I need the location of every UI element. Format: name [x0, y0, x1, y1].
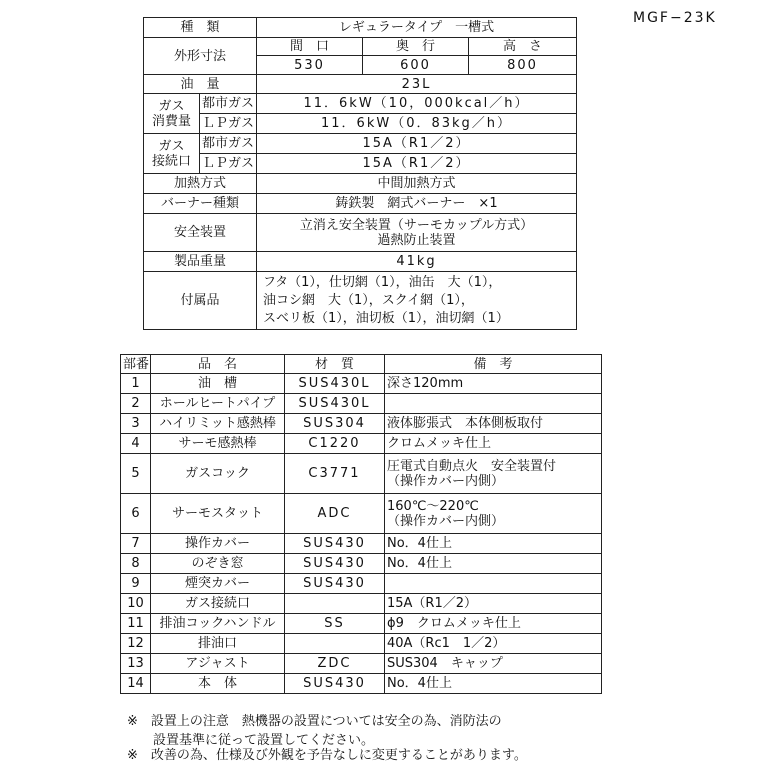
dim-header-width: 間 口	[257, 38, 363, 56]
part-remarks-line2: （操作カバー内側）	[387, 513, 505, 529]
spec-row-burner	[144, 194, 577, 214]
part-no: 10	[121, 594, 151, 614]
table-row	[121, 574, 602, 594]
part-no: 6	[121, 494, 151, 534]
oil-label: 油 量	[144, 75, 257, 94]
note-installation-line2: 設置基準に従って設置してください。	[127, 733, 375, 748]
part-no: 14	[121, 674, 151, 694]
part-name: ガスコック	[151, 454, 285, 494]
part-name: 油 槽	[151, 374, 285, 394]
part-remarks-line1: 液体膨張式 本体側板取付	[387, 416, 544, 431]
part-no: 5	[121, 454, 151, 494]
part-no: 7	[121, 534, 151, 554]
spec-table	[143, 17, 577, 330]
table-row	[121, 534, 602, 554]
part-remarks	[385, 574, 602, 594]
accessories-line3: スベリ板（1），油切板（1），油切網（1）	[263, 310, 509, 326]
table-row	[121, 454, 602, 494]
gas-conn-lp-label: ＬＰガス	[200, 154, 257, 174]
table-row	[121, 674, 602, 694]
part-name: サーモ感熱棒	[151, 434, 285, 454]
part-remarks-line1: No．4仕上	[387, 536, 452, 551]
parts-header-name: 品 名	[151, 355, 285, 374]
safety-label: 安全装置	[144, 214, 257, 252]
burner-value: 鋳鉄製 網式バーナー ×1	[257, 194, 577, 214]
gas-consumption-label	[144, 94, 200, 134]
heating-value: 中間加熱方式	[257, 174, 577, 194]
dim-value-height: 800	[469, 56, 577, 75]
gas-cons-city-label: 都市ガス	[200, 94, 257, 114]
heating-label: 加熱方式	[144, 174, 257, 194]
table-row	[121, 634, 602, 654]
gas-conn-label-line1: ガス	[158, 138, 185, 154]
part-no: 1	[121, 374, 151, 394]
accessories-line1: フタ（1），仕切網（1），油缶 大（1），	[263, 274, 502, 290]
part-no: 3	[121, 414, 151, 434]
part-name: 排油コックハンドル	[151, 614, 285, 634]
part-name: サーモスタット	[151, 494, 285, 534]
part-remarks	[385, 414, 602, 434]
dim-value-width: 530	[257, 56, 363, 75]
part-remarks-line1: No．4仕上	[387, 556, 452, 571]
table-row	[121, 434, 602, 454]
part-material	[285, 634, 385, 654]
table-row	[121, 654, 602, 674]
part-material: SUS430L	[285, 374, 385, 394]
part-material: ADC	[285, 494, 385, 534]
note-installation-line1: ※ 設置上の注意 熱機器の設置については安全の為、消防法の	[127, 714, 502, 729]
part-remarks	[385, 494, 602, 534]
part-name: ガス接続口	[151, 594, 285, 614]
spec-row-accessories	[144, 272, 577, 330]
part-remarks	[385, 674, 602, 694]
type-value: レギュラータイプ 一槽式	[257, 18, 577, 38]
part-remarks-line1: ϕ9 クロムメッキ仕上	[387, 616, 521, 631]
spec-row-weight	[144, 252, 577, 272]
part-remarks	[385, 634, 602, 654]
part-name: 排油口	[151, 634, 285, 654]
part-remarks	[385, 394, 602, 414]
gas-cons-city-value: 11．6kW（10，000kcal／h）	[257, 94, 577, 114]
table-row	[121, 394, 602, 414]
type-label: 種 類	[144, 18, 257, 38]
part-no: 2	[121, 394, 151, 414]
part-no: 11	[121, 614, 151, 634]
part-remarks-line1: SUS304 キャップ	[387, 656, 503, 671]
part-name: 煙突カバー	[151, 574, 285, 594]
spec-row-oil	[144, 75, 577, 94]
part-remarks-line1: No．4仕上	[387, 676, 452, 691]
weight-label: 製品重量	[144, 252, 257, 272]
part-name: 操作カバー	[151, 534, 285, 554]
table-row	[121, 494, 602, 534]
accessories-value	[257, 272, 577, 330]
gas-conn-label-line2: 接続口	[151, 153, 191, 169]
part-remarks-line1: 160℃〜220℃	[387, 498, 479, 514]
part-material: C3771	[285, 454, 385, 494]
part-material: SS	[285, 614, 385, 634]
part-no: 9	[121, 574, 151, 594]
gas-conn-lp-value: 15A（R1／2）	[257, 154, 577, 174]
part-material: C1220	[285, 434, 385, 454]
part-remarks-line1: クロムメッキ仕上	[387, 436, 492, 451]
spec-row-gas-cons-city	[144, 94, 577, 114]
part-material: SUS430	[285, 534, 385, 554]
parts-table	[120, 354, 602, 694]
spec-row-safety	[144, 214, 577, 252]
dim-header-height: 高 さ	[469, 38, 577, 56]
accessories-label: 付属品	[144, 272, 257, 330]
part-remarks-line1: 深さ120mm	[387, 376, 464, 391]
part-remarks	[385, 594, 602, 614]
spec-row-gas-cons-lp	[144, 114, 577, 134]
safety-value	[257, 214, 577, 252]
note-installation	[127, 712, 502, 750]
part-no: 12	[121, 634, 151, 654]
parts-header-row	[121, 355, 602, 374]
gas-cons-lp-value: 11．6kW（0．83kg／h）	[257, 114, 577, 134]
spec-row-gas-conn-lp	[144, 154, 577, 174]
part-remarks	[385, 374, 602, 394]
part-no: 8	[121, 554, 151, 574]
dim-header-depth: 奥 行	[363, 38, 469, 56]
dim-label: 外形寸法	[144, 38, 257, 75]
part-material: SUS430	[285, 574, 385, 594]
part-no: 4	[121, 434, 151, 454]
part-material: SUS304	[285, 414, 385, 434]
part-name: アジャスト	[151, 654, 285, 674]
part-remarks	[385, 614, 602, 634]
table-row	[121, 414, 602, 434]
part-material: SUS430	[285, 554, 385, 574]
table-row	[121, 614, 602, 634]
part-remarks-line1: 15A（R1／2）	[387, 596, 478, 611]
accessories-line2: 油コシ網 大（1），スクイ網（1），	[263, 292, 474, 308]
part-remarks-line2: （操作カバー内側）	[387, 473, 505, 489]
gas-conn-city-label: 都市ガス	[200, 134, 257, 154]
part-remarks	[385, 654, 602, 674]
safety-value-line2: 過熱防止装置	[377, 232, 456, 248]
part-name: ホールヒートパイプ	[151, 394, 285, 414]
part-remarks	[385, 534, 602, 554]
parts-header-no: 部番	[121, 355, 151, 374]
part-remarks	[385, 454, 602, 494]
part-name: のぞき窓	[151, 554, 285, 574]
dim-value-depth: 600	[363, 56, 469, 75]
part-name: 本 体	[151, 674, 285, 694]
part-material: SUS430	[285, 674, 385, 694]
note-improvement: ※ 改善の為、仕様及び外観を予告なしに変更することがあります。	[127, 748, 527, 763]
model-number: MGF−23K	[633, 10, 717, 26]
part-material	[285, 594, 385, 614]
table-row	[121, 594, 602, 614]
parts-header-material: 材 質	[285, 355, 385, 374]
table-row	[121, 374, 602, 394]
gas-cons-label-line2: 消費量	[151, 113, 191, 129]
burner-label: バーナー種類	[144, 194, 257, 214]
part-remarks-line1: 40A（Rc1 1／2）	[387, 636, 506, 651]
part-material: SUS430L	[285, 394, 385, 414]
part-remarks	[385, 554, 602, 574]
safety-value-line1: 立消え安全装置（サーモカップル方式）	[299, 217, 534, 233]
table-row	[121, 554, 602, 574]
parts-header-remarks: 備 考	[385, 355, 602, 374]
part-material: ZDC	[285, 654, 385, 674]
spec-row-gas-conn-city	[144, 134, 577, 154]
spec-row-dim-headers	[144, 38, 577, 56]
part-remarks-line1: 圧電式自動点火 安全装置付	[387, 458, 557, 474]
gas-cons-lp-label: ＬＰガス	[200, 114, 257, 134]
part-remarks	[385, 434, 602, 454]
spec-row-type	[144, 18, 577, 38]
parts-body	[121, 374, 602, 694]
oil-value: 23L	[257, 75, 577, 94]
gas-conn-city-value: 15A（R1／2）	[257, 134, 577, 154]
part-no: 13	[121, 654, 151, 674]
gas-cons-label-line1: ガス	[158, 98, 185, 114]
weight-value: 41kg	[257, 252, 577, 272]
spec-row-heating	[144, 174, 577, 194]
gas-connection-label	[144, 134, 200, 174]
part-name: ハイリミット感熱棒	[151, 414, 285, 434]
